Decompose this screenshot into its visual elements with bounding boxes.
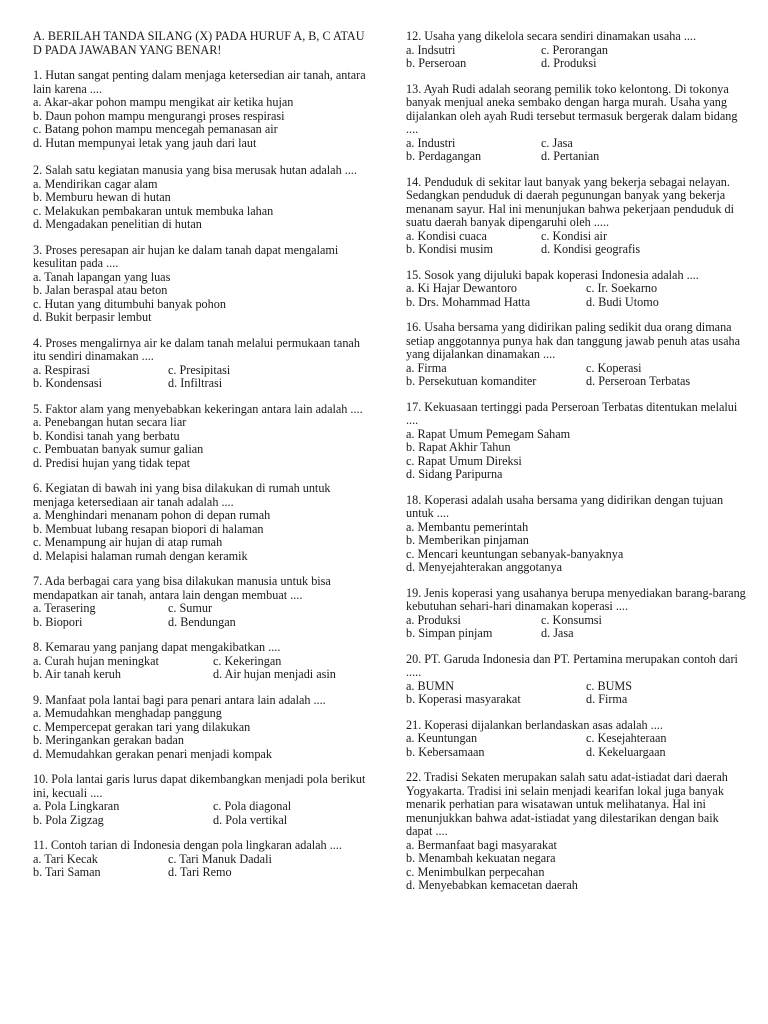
question-9-option-a[interactable]: a. Memudahkan menghadap panggung <box>33 706 222 720</box>
question-8-option-d[interactable]: d. Air hujan menjadi asin <box>213 667 336 681</box>
question-22-option-c[interactable]: c. Menimbulkan perpecahan <box>406 864 545 879</box>
question-2-option-d[interactable]: d. Mengadakan penelitian di hutan <box>33 217 202 231</box>
question-20-option-c[interactable]: c. BUMS <box>586 678 633 693</box>
question-3-option-a[interactable]: a. Tanah lapangan yang luas <box>33 269 171 284</box>
question-1-option-b[interactable]: b. Daun pohon mampu mengurangi proses respirasi <box>33 108 285 123</box>
question-6-options <box>33 509 368 563</box>
question-6 <box>33 482 368 563</box>
question-17-options <box>406 428 748 482</box>
question-4-stem: 4. Proses mengalirnya air ke dalam tanah melalui permukaan tanah itu sendiri dinamakan .... <box>33 335 360 363</box>
question-6-stem: 6. Kegiatan di bawah ini yang bisa dilakukan di rumah untuk menjaga ketersediaan air tanah adalah .... <box>33 481 331 509</box>
question-13-stem: 13. Ayah Rudi adalah seorang pemilik toko kelontong. Di tokonya banyak menjual aneka sembako dengan harga murah. Usaha yang dijalankan oleh ayah Rudi tersebut termasuk bergerak dalam bidang .... <box>406 81 738 136</box>
question-21-option-a[interactable]: a. Keuntungan <box>406 731 478 745</box>
question-12 <box>406 30 748 71</box>
question-11-stem: 11. Contoh tarian di Indonesia dengan pola lingkaran adalah .... <box>33 838 342 852</box>
question-20-options <box>406 680 748 707</box>
question-7-options <box>33 602 368 629</box>
question-7-stem: 7. Ada berbagai cara yang bisa dilakukan manusia untuk bisa mendapatkan air tanah, antara lain dengan membuat .... <box>33 574 331 602</box>
question-16-option-c[interactable]: c. Koperasi <box>586 360 642 375</box>
question-21-stem: 21. Koperasi dijalankan berlandaskan asas adalah .... <box>406 717 663 732</box>
question-19-option-d[interactable]: d. Jasa <box>541 626 574 640</box>
question-15-option-d[interactable]: d. Budi Utomo <box>586 294 659 309</box>
question-10-stem: 10. Pola lantai garis lurus dapat dikembangkan menjadi pola berikut ini, kecuali .... <box>33 772 366 800</box>
question-15-option-c[interactable]: c. Ir. Soekarno <box>586 281 658 295</box>
question-22-option-b[interactable]: b. Menambah kekuatan negara <box>406 851 556 865</box>
question-8-options <box>33 655 368 682</box>
question-4-options <box>33 364 368 391</box>
question-22-option-d[interactable]: d. Menyebabkan kemacetan daerah <box>406 878 578 892</box>
question-11-option-c[interactable]: c. Tari Manuk Dadali <box>168 851 272 866</box>
question-21-options <box>406 732 748 759</box>
question-1 <box>33 69 368 150</box>
question-7-option-b[interactable]: b. Biopori <box>33 614 83 629</box>
question-18-option-b[interactable]: b. Memberikan pinjaman <box>406 533 529 547</box>
question-20-stem: 20. PT. Garuda Indonesia dan PT. Pertamina merupakan contoh dari ..... <box>406 651 738 679</box>
question-6-option-c[interactable]: c. Menampung air hujan di atap rumah <box>33 535 223 549</box>
question-4-option-a[interactable]: a. Respirasi <box>33 362 90 377</box>
question-7-option-a[interactable]: a. Terasering <box>33 601 96 615</box>
question-3-option-c[interactable]: c. Hutan yang ditumbuhi banyak pohon <box>33 296 226 311</box>
question-14-option-a[interactable]: a. Kondisi cuaca <box>406 228 487 243</box>
left-column <box>33 30 368 880</box>
question-14-options <box>406 230 748 257</box>
question-2-option-a[interactable]: a. Mendirikan cagar alam <box>33 176 158 191</box>
question-21-option-c[interactable]: c. Kesejahteraan <box>586 731 667 745</box>
question-9-option-c[interactable]: c. Mempercepat gerakan tari yang dilakukan <box>33 719 251 734</box>
question-7 <box>33 575 368 629</box>
question-3-stem: 3. Proses peresapan air hujan ke dalam tanah dapat mengalami kesulitan pada .... <box>33 242 339 270</box>
question-4-option-d[interactable]: d. Infiltrasi <box>168 376 223 390</box>
question-5-options <box>33 416 368 470</box>
question-14 <box>406 176 748 257</box>
question-2 <box>33 164 368 232</box>
question-8-option-c[interactable]: c. Kekeringan <box>213 653 282 668</box>
question-7-option-d[interactable]: d. Bendungan <box>168 614 236 629</box>
question-5-option-a[interactable]: a. Penebangan hutan secara liar <box>33 415 187 429</box>
question-12-options <box>406 44 748 71</box>
question-20 <box>406 653 748 707</box>
question-19-option-c[interactable]: c. Konsumsi <box>541 612 602 627</box>
question-17-stem: 17. Kekuasaan tertinggi pada Perseroan Terbatas ditentukan melalui .... <box>406 399 738 427</box>
question-15-option-b[interactable]: b. Drs. Mohammad Hatta <box>406 294 531 309</box>
question-19-stem: 19. Jenis koperasi yang usahanya berupa menyediakan barang-barang kebutuhan sehari-hari dinamakan koperasi .... <box>406 585 746 613</box>
question-20-option-a[interactable]: a. BUMN <box>406 678 455 693</box>
question-16 <box>406 321 748 389</box>
question-8-stem: 8. Kemarau yang panjang dapat mengakibatkan .... <box>33 640 281 654</box>
question-12-stem: 12. Usaha yang dikelola secara sendiri dinamakan usaha .... <box>406 29 697 43</box>
question-12-option-c[interactable]: c. Perorangan <box>541 42 609 57</box>
question-10-option-a[interactable]: a. Pola Lingkaran <box>33 799 120 813</box>
question-2-stem: 2. Salah satu kegiatan manusia yang bisa merusak hutan adalah .... <box>33 163 357 177</box>
question-18-option-d[interactable]: d. Menyejahterakan anggotanya <box>406 560 563 574</box>
question-16-options <box>406 362 748 389</box>
question-15-stem: 15. Sosok yang dijuluki bapak koperasi Indonesia adalah .... <box>406 267 699 282</box>
question-10 <box>33 773 368 827</box>
question-22-options <box>406 839 748 893</box>
question-12-option-d[interactable]: d. Produksi <box>541 56 597 70</box>
question-2-options <box>33 178 368 232</box>
question-16-option-d[interactable]: d. Perseroan Terbatas <box>586 374 691 388</box>
question-21 <box>406 719 748 760</box>
question-17-option-b[interactable]: b. Rapat Akhir Tahun <box>406 440 511 454</box>
question-5-stem: 5. Faktor alam yang menyebabkan kekeringan antara lain adalah .... <box>33 401 363 416</box>
question-17-option-d[interactable]: d. Sidang Paripurna <box>406 467 503 481</box>
question-5-option-c[interactable]: c. Pembuatan banyak sumur galian <box>33 442 204 456</box>
question-17-option-a[interactable]: a. Rapat Umum Pemegam Saham <box>406 426 571 441</box>
question-22-stem: 22. Tradisi Sekaten merupakan salah satu adat-istiadat dari daerah Yogyakarta. Tradisi ini selain menjadi kearifan lokal juga banyak menarik perhatian para wisatawan untuk melihatanya. Hal ini menunjukkan bahwa adat-istiadat yang dilestarikan dengan baik dapat .... <box>406 770 728 838</box>
question-16-option-a[interactable]: a. Firma <box>406 360 447 375</box>
question-9-option-d[interactable]: d. Memudahkan gerakan penari menjadi kompak <box>33 746 272 761</box>
question-1-option-a[interactable]: a. Akar-akar pohon mampu mengikat air ketika hujan <box>33 95 294 109</box>
question-9 <box>33 694 368 762</box>
question-15 <box>406 269 748 310</box>
question-8-option-a[interactable]: a. Curah hujan meningkat <box>33 653 159 668</box>
question-11-option-a[interactable]: a. Tari Kecak <box>33 851 98 866</box>
question-1-stem: 1. Hutan sangat penting dalam menjaga ketersedian air tanah, antara lain karena .... <box>33 68 366 96</box>
question-3-option-b[interactable]: b. Jalan beraspal atau beton <box>33 283 168 297</box>
question-13-option-d[interactable]: d. Pertanian <box>541 149 600 163</box>
question-12-option-a[interactable]: a. Indsutri <box>406 42 456 57</box>
question-22-option-a[interactable]: a. Bermanfaat bagi masyarakat <box>406 837 557 852</box>
question-1-options <box>33 96 368 150</box>
question-4-option-c[interactable]: c. Presipitasi <box>168 362 231 377</box>
question-14-option-b[interactable]: b. Kondisi musim <box>406 242 494 256</box>
question-8 <box>33 641 368 682</box>
question-4 <box>33 337 368 391</box>
question-11-option-b[interactable]: b. Tari Saman <box>33 865 101 879</box>
question-16-option-b[interactable]: b. Persekutuan komanditer <box>406 374 537 388</box>
question-2-option-c[interactable]: c. Melakukan pembakaran untuk membuka lahan <box>33 203 274 218</box>
question-18-option-a[interactable]: a. Membantu pemerintah <box>406 519 529 534</box>
question-14-option-c[interactable]: c. Kondisi air <box>541 228 608 243</box>
question-9-options <box>33 707 368 761</box>
question-14-option-d[interactable]: d. Kondisi geografis <box>541 242 641 256</box>
question-13-option-a[interactable]: a. Industri <box>406 135 456 150</box>
question-3-options <box>33 271 368 325</box>
question-4-option-b[interactable]: b. Kondensasi <box>33 376 103 390</box>
question-2-option-b[interactable]: b. Memburu hewan di hutan <box>33 190 171 204</box>
question-20-option-b[interactable]: b. Koperasi masyarakat <box>406 692 521 706</box>
question-10-option-d[interactable]: d. Pola vertikal <box>213 812 288 827</box>
question-17 <box>406 401 748 482</box>
question-13-options <box>406 137 748 164</box>
question-3-option-d[interactable]: d. Bukit berpasir lembut <box>33 310 152 324</box>
question-9-option-b[interactable]: b. Meringankan gerakan badan <box>33 733 184 747</box>
question-21-option-b[interactable]: b. Kebersamaan <box>406 744 485 759</box>
question-17-option-c[interactable]: c. Rapat Umum Direksi <box>406 453 522 468</box>
instruction-heading: A. BERILAH TANDA SILANG (X) PADA HURUF A, B, C ATAU D PADA JAWABAN YANG BENAR! <box>33 29 365 57</box>
question-14-stem: 14. Penduduk di sekitar laut banyak yang bekerja sebagai nelayan. Sedangkan penduduk di daerah pegunungan banyak yang bekerja menanam sayur. Hal ini menunjukan bahwa pekerjaan penduduk di suatu daerah banyak dipengaruhi oleh ..... <box>406 174 734 229</box>
question-3 <box>33 244 368 325</box>
question-1-option-c[interactable]: c. Batang pohon mampu mencegah pemanasan air <box>33 122 278 136</box>
question-6-option-b[interactable]: b. Membuat lubang resapan biopori di halaman <box>33 521 264 536</box>
question-11-option-d[interactable]: d. Tari Remo <box>168 865 232 879</box>
question-22 <box>406 771 748 893</box>
question-18 <box>406 494 748 575</box>
question-18-option-c[interactable]: c. Mencari keuntungan sebanyak-banyaknya <box>406 546 624 561</box>
question-21-option-d[interactable]: d. Kekeluargaan <box>586 744 666 759</box>
question-10-options <box>33 800 368 827</box>
question-6-option-d[interactable]: d. Melapisi halaman rumah dengan keramik <box>33 548 248 563</box>
question-18-stem: 18. Koperasi adalah usaha bersama yang didirikan dengan tujuan untuk .... <box>406 492 724 520</box>
question-19 <box>406 587 748 641</box>
question-13 <box>406 83 748 164</box>
question-6-option-a[interactable]: a. Menghindari menanam pohon di depan rumah <box>33 508 271 522</box>
question-12-option-b[interactable]: b. Perseroan <box>406 56 467 70</box>
question-15-options <box>406 282 748 309</box>
question-8-option-b[interactable]: b. Air tanah keruh <box>33 667 121 681</box>
question-5-option-d[interactable]: d. Predisi hujan yang tidak tepat <box>33 455 191 470</box>
question-16-stem: 16. Usaha bersama yang didirikan paling sedikit dua orang dimana setiap anggotannya punya hak dan tanggung jawab penuh atas usaha yang dijalankan dinamakan .... <box>406 320 741 361</box>
question-19-option-a[interactable]: a. Produksi <box>406 612 461 627</box>
question-11 <box>33 839 368 880</box>
right-column <box>406 30 748 893</box>
question-15-option-a[interactable]: a. Ki Hajar Dewantoro <box>406 281 517 295</box>
question-5 <box>33 403 368 471</box>
question-7-option-c[interactable]: c. Sumur <box>168 601 213 615</box>
question-19-option-b[interactable]: b. Simpan pinjam <box>406 626 493 640</box>
question-19-options <box>406 614 748 641</box>
question-10-option-b[interactable]: b. Pola Zigzag <box>33 812 104 827</box>
question-5-option-b[interactable]: b. Kondisi tanah yang berbatu <box>33 428 180 443</box>
question-1-option-d[interactable]: d. Hutan mempunyai letak yang jauh dari laut <box>33 135 257 150</box>
question-13-option-b[interactable]: b. Perdagangan <box>406 149 482 163</box>
question-10-option-c[interactable]: c. Pola diagonal <box>213 799 292 813</box>
question-11-options <box>33 853 368 880</box>
question-20-option-d[interactable]: d. Firma <box>586 692 628 706</box>
question-13-option-c[interactable]: c. Jasa <box>541 135 573 150</box>
question-9-stem: 9. Manfaat pola lantai bagi para penari antara lain adalah .... <box>33 692 326 707</box>
question-18-options <box>406 521 748 575</box>
